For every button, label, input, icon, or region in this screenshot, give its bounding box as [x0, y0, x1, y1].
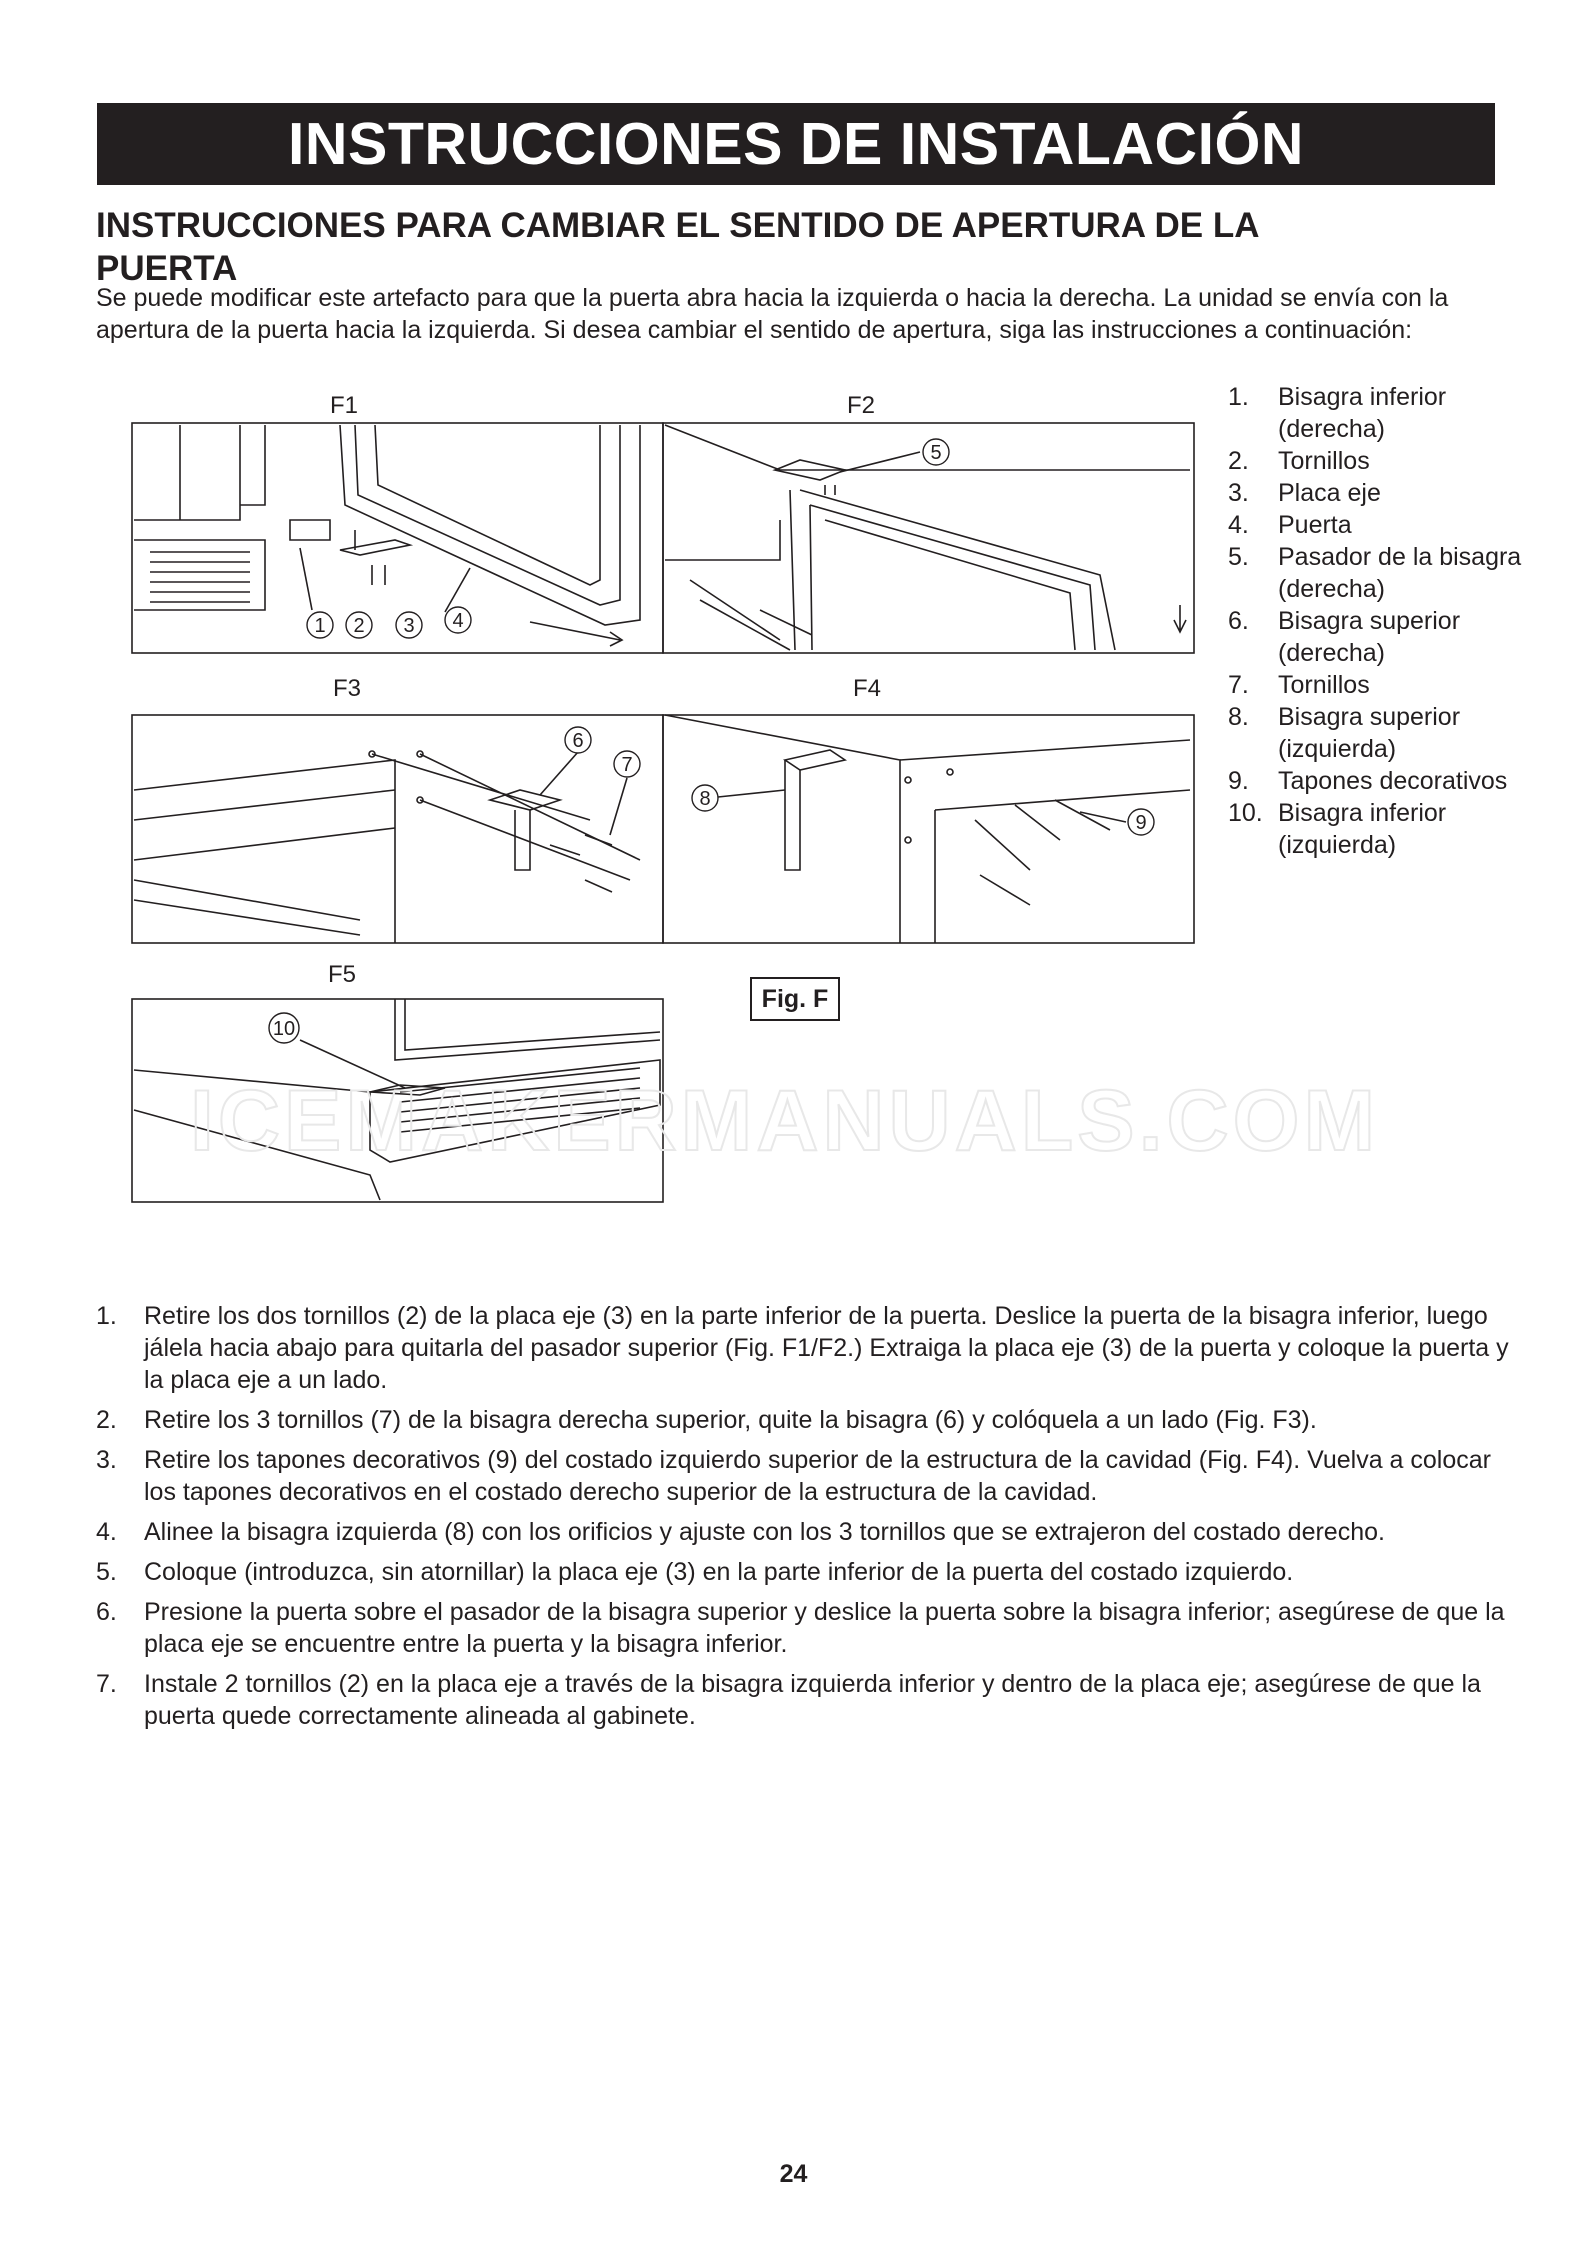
- figure-caption: Fig. F: [750, 977, 840, 1021]
- list-item: 5. Pasador de la bisagra (derecha): [1228, 543, 1522, 603]
- panel-label-f5: F5: [328, 961, 357, 988]
- list-item: 10. Bisagra inferior (izquierda): [1228, 799, 1447, 859]
- list-item: 3. Placa eje: [1228, 479, 1381, 507]
- callout-1: 1: [314, 615, 326, 637]
- f4-drawing: [665, 715, 1190, 943]
- list-item: 5. Coloque (introduzca, sin atornillar) la placa eje (3) en la parte inferior de la puerta del costado izquierdo.: [96, 1558, 1294, 1586]
- list-item: 3. Retire los tapones decorativos (9) del costado izquierdo superior de la estructura de la cavidad (Fig. F4). Vuelva a colocar los tapones decorativos en el costado derecho superior de la estructura de la cavidad.: [96, 1446, 1491, 1506]
- callout-5: 5: [930, 442, 942, 464]
- f3-drawing: [134, 751, 640, 943]
- section-title: INSTRUCCIONES PARA CAMBIAR EL SENTIDO DE APERTURA DE LA PUERTA: [96, 206, 1259, 288]
- panel-label-f3: F3: [333, 675, 362, 702]
- f1-drawing: [134, 425, 640, 646]
- list-item: 7. Tornillos: [1228, 671, 1370, 699]
- list-item: 7. Instale 2 tornillos (2) en la placa eje a través de la bisagra izquierda inferior y dentro de la placa eje; asegúrese de que la puerta quede correctamente alineada al gabinete.: [96, 1670, 1481, 1730]
- list-item: 2. Tornillos: [1228, 447, 1370, 475]
- list-item: 4. Puerta: [1228, 511, 1352, 539]
- panel-label-f4: F4: [853, 675, 882, 702]
- list-item: 9. Tapones decorativos: [1228, 767, 1508, 795]
- page-number: 24: [779, 2160, 808, 2188]
- callout-9: 9: [1135, 812, 1147, 834]
- intro-paragraph: Se puede modificar este artefacto para que la puerta abra hacia la izquierda o hacia la derecha. La unidad se envía con la apertura de la puerta hacia la izquierda. Si desea cambiar el sentido de apertura, siga las instrucciones a continuación:: [96, 284, 1449, 344]
- panel-label-f1: F1: [330, 392, 359, 419]
- page-banner: INSTRUCCIONES DE INSTALACIÓN: [97, 103, 1495, 185]
- list-item: 8. Bisagra superior (izquierda): [1228, 703, 1461, 763]
- list-item: 6. Bisagra superior (derecha): [1228, 607, 1461, 667]
- panel-label-f2: F2: [847, 392, 876, 419]
- list-item: 1. Retire los dos tornillos (2) de la placa eje (3) en la parte inferior de la puerta. Deslice la puerta de la bisagra inferior, luego jálela hacia abajo para quitarla del pasador superior (Fig. F1/F2.) Extraiga la placa eje (3) de la puerta y coloque la puerta y la placa eje a un lado.: [96, 1302, 1509, 1394]
- callout-7: 7: [621, 754, 633, 776]
- list-item: 4. Alinee la bisagra izquierda (8) con los orificios y ajuste con los 3 tornillos que se extrajeron del costado derecho.: [96, 1518, 1385, 1546]
- list-item: 6. Presione la puerta sobre el pasador de la bisagra superior y deslice la puerta sobre la bisagra inferior; asegúrese de que la placa eje se encuentre entre la puerta y la bisagra inferior.: [96, 1598, 1505, 1658]
- callout-10: 10: [272, 1018, 296, 1040]
- callout-6: 6: [572, 730, 584, 752]
- watermark: ICEMAKERMANUALS.COM: [190, 1073, 1380, 1169]
- list-item: 2. Retire los 3 tornillos (7) de la bisagra derecha superior, quite la bisagra (6) y colóquela a un lado (Fig. F3).: [96, 1406, 1317, 1434]
- callout-2: 2: [353, 615, 365, 637]
- callouts: [269, 439, 1154, 1043]
- callout-4: 4: [452, 610, 464, 632]
- callout-3: 3: [403, 615, 415, 637]
- list-item: 1. Bisagra inferior (derecha): [1228, 383, 1447, 443]
- callout-8: 8: [699, 788, 711, 810]
- panel-f4: [663, 715, 1194, 943]
- instruction-steps: [96, 1300, 1516, 1740]
